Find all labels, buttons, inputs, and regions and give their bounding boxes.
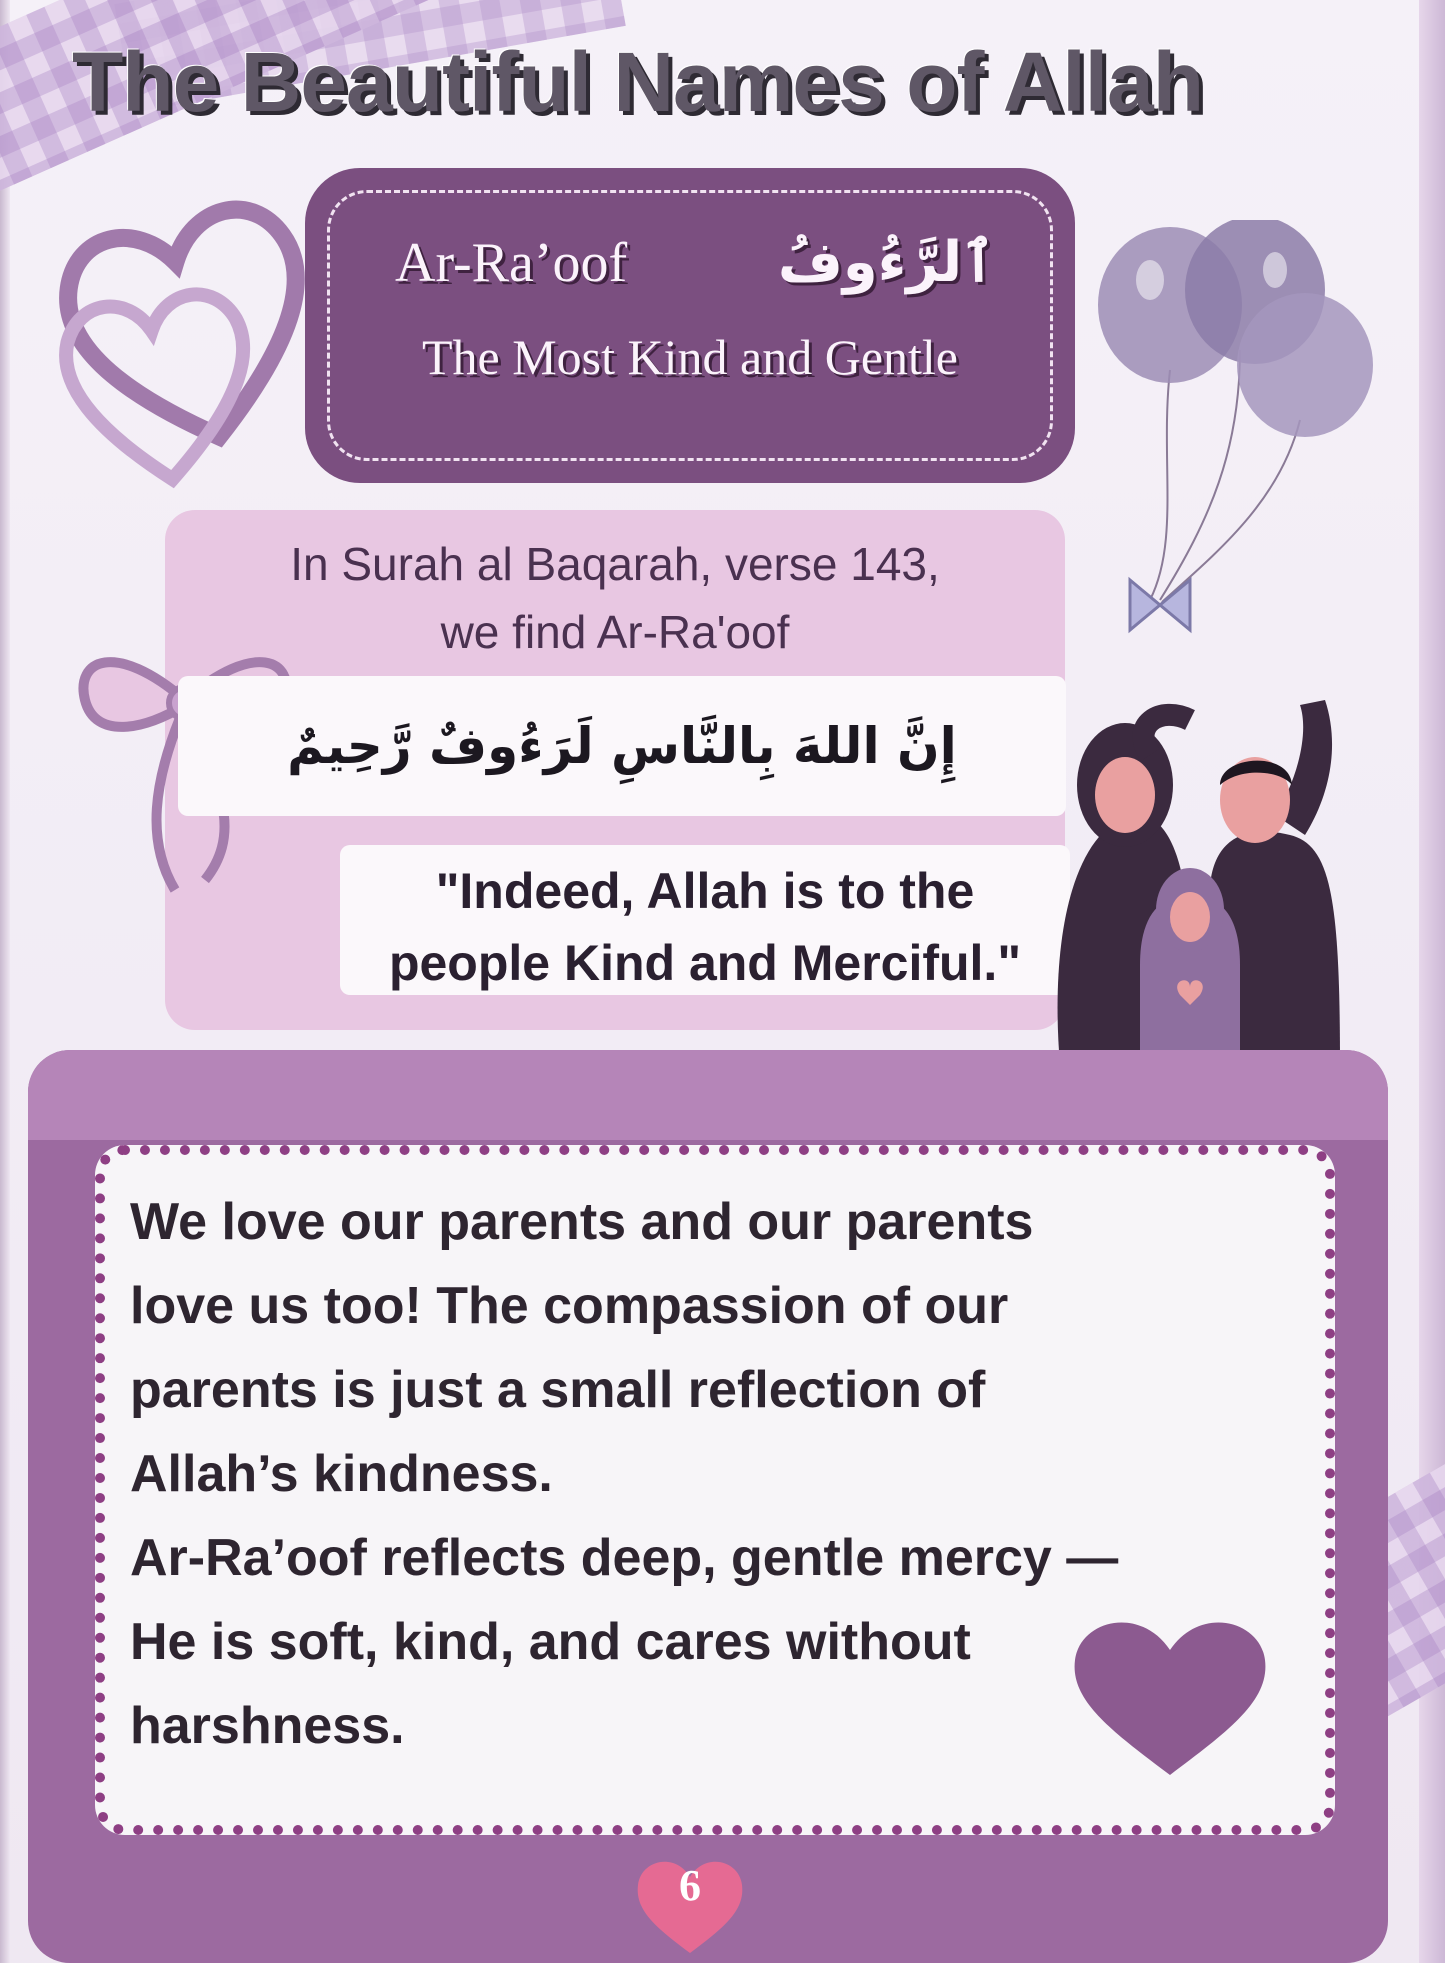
reflection-line: Allah’s kindness.	[130, 1445, 553, 1503]
verse-intro-line: In Surah al Baqarah, verse 143,	[290, 538, 940, 590]
name-meaning: The Most Kind and Gentle	[421, 329, 958, 385]
page-title: The Beautiful Names of Allah	[72, 35, 1204, 129]
heart-icon	[1070, 1610, 1270, 1780]
reflection-line: harshness.	[130, 1697, 405, 1755]
name-header	[395, 230, 995, 295]
verse-arabic: إِنَّ اللهَ بِالنَّاسِ لَرَءُوفٌ رَّحِيمٌ	[287, 717, 957, 775]
page-edge-left	[0, 0, 10, 1963]
translation-box	[340, 845, 1070, 995]
heart-outline-icon	[40, 140, 340, 500]
balloons-icon	[1090, 220, 1380, 660]
name-arabic: ٱلرَّءُوفُ	[777, 230, 995, 295]
verse-translation	[340, 855, 1070, 999]
divine-name-card	[305, 168, 1075, 483]
page-number: 6	[679, 1861, 701, 1910]
translation-line: "Indeed, Allah is to the	[435, 863, 975, 919]
reflection-text	[130, 1180, 1230, 1768]
reflection-line: We love our parents and our parents	[130, 1193, 1034, 1251]
verse-arabic-box	[178, 676, 1066, 816]
family-illustration	[1040, 695, 1370, 1075]
reflection-line: parents is just a small reflection of	[130, 1361, 986, 1419]
reflection-line: Ar-Ra’oof reflects deep, gentle mercy —	[130, 1529, 1119, 1587]
translation-line: people Kind and Merciful."	[388, 935, 1022, 991]
name-transliteration: Ar-Ra’oof	[395, 231, 628, 294]
verse-intro-line: we find Ar-Ra'oof	[440, 606, 790, 658]
reflection-line: He is soft, kind, and cares without	[130, 1613, 971, 1671]
panel-top-strip	[28, 1050, 1388, 1140]
reflection-line: love us too! The compassion of our	[130, 1277, 1009, 1335]
